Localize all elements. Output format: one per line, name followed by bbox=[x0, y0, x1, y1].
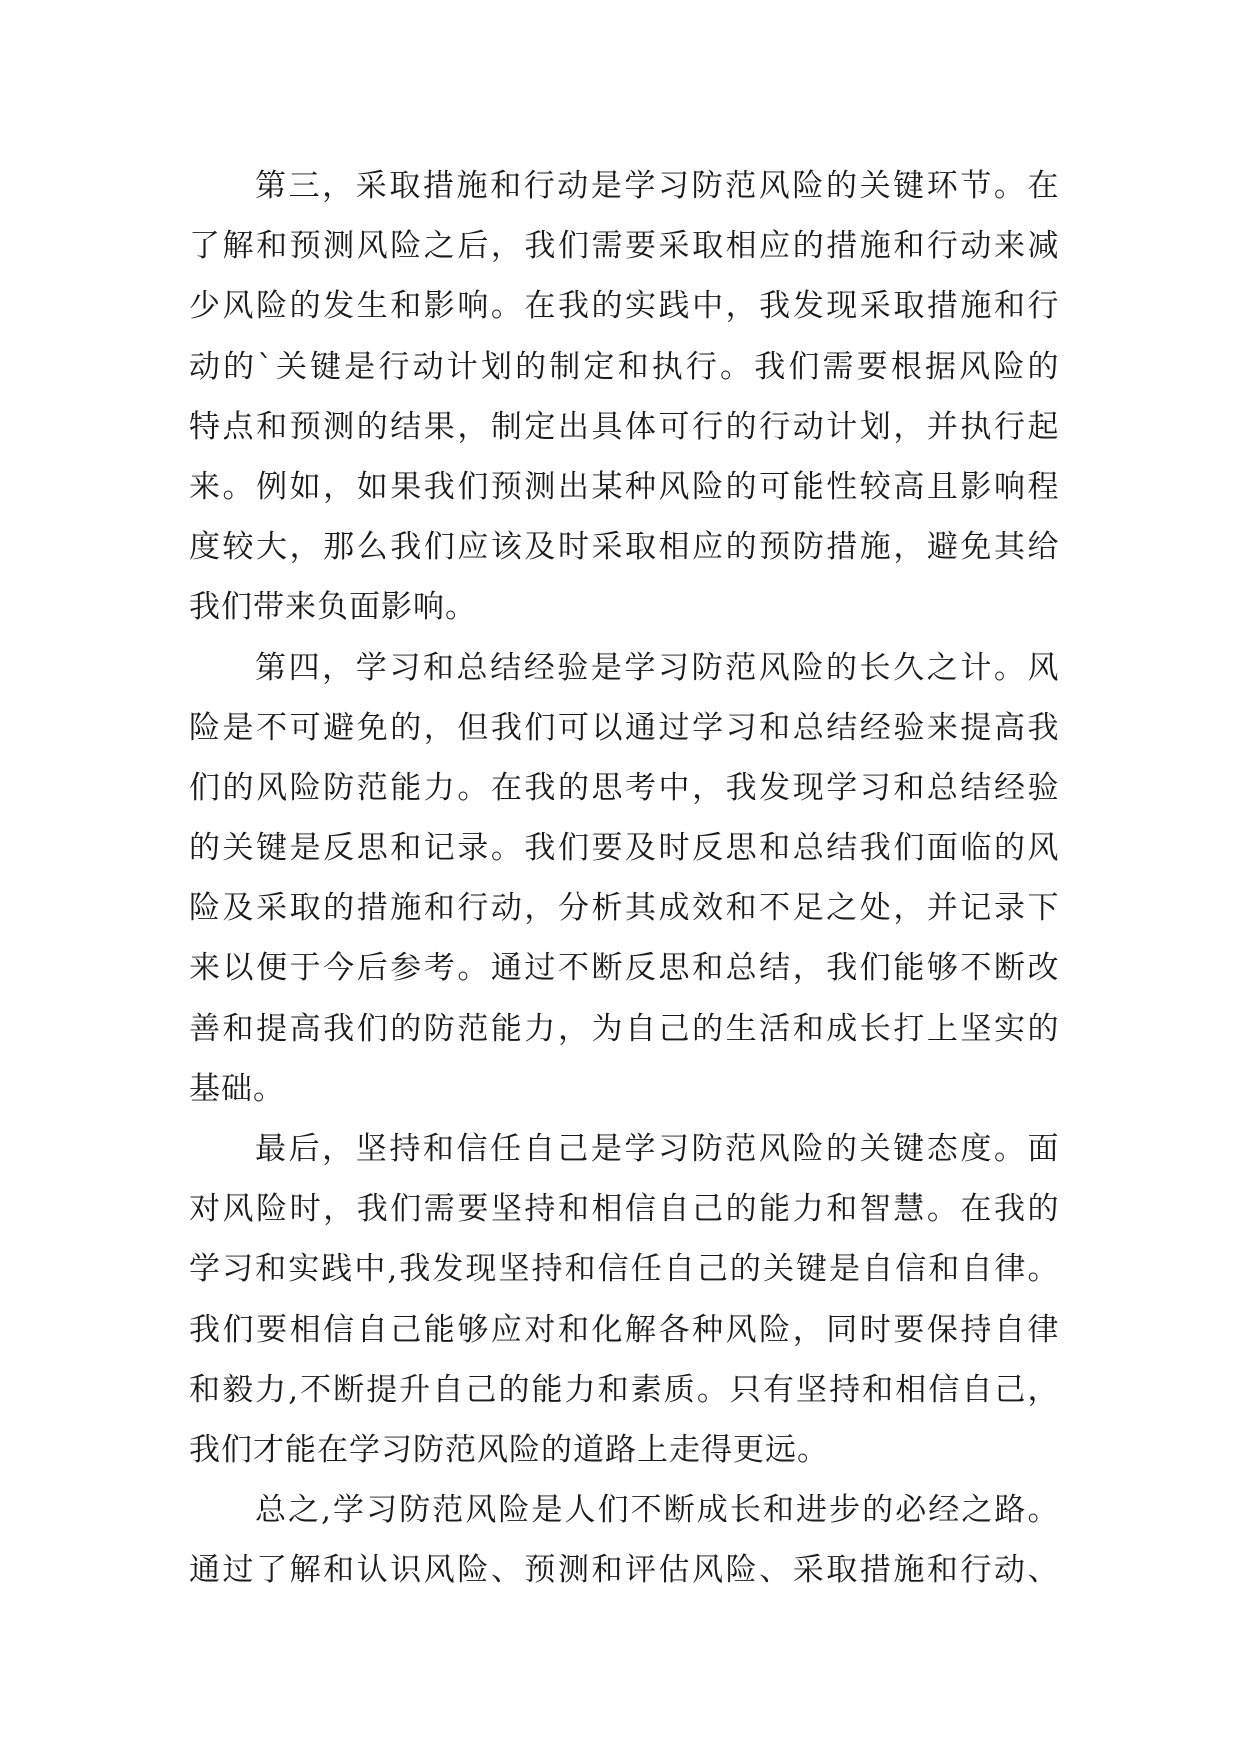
paragraph-line: 总之,学习防范风险是人们不断成长和进步的必经之路。 bbox=[255, 1492, 1059, 1529]
paragraph-line: 的关键是反思和记录。我们要及时反思和总结我们面临的风 bbox=[189, 830, 1059, 867]
paragraph-line: 来。例如，如果我们预测出某种风险的可能性较高且影响程 bbox=[189, 468, 1059, 505]
paragraph-line: 第三，采取措施和行动是学习防范风险的关键环节。在 bbox=[255, 168, 1059, 204]
document-body bbox=[189, 156, 1059, 1601]
paragraph-line: 基础。 bbox=[189, 1070, 285, 1107]
paragraph-line: 我们要相信自己能够应对和化解各种风险，同时要保持自律 bbox=[189, 1311, 1059, 1348]
paragraph-line: 了解和预测风险之后，我们需要采取相应的措施和行动来减 bbox=[189, 228, 1059, 265]
paragraph-line: 和毅力,不断提升自己的能力和素质。只有坚持和相信自己， bbox=[189, 1371, 1059, 1408]
paragraph-line: 少风险的发生和影响。在我的实践中，我发现采取措施和行 bbox=[189, 288, 1059, 325]
paragraph-line: 我们带来负面影响。 bbox=[189, 589, 477, 626]
paragraph-line: 度较大，那么我们应该及时采取相应的预防措施，避免其给 bbox=[189, 529, 1059, 566]
paragraph-line: 第四，学习和总结经验是学习防范风险的长久之计。风 bbox=[255, 649, 1059, 686]
paragraph-line: 最后，坚持和信任自己是学习防范风险的关键态度。面 bbox=[255, 1131, 1059, 1167]
paragraph-line: 学习和实践中,我发现坚持和信任自己的关键是自信和自律。 bbox=[189, 1251, 1059, 1288]
paragraph-line: 险是不可避免的，但我们可以通过学习和总结经验来提高我 bbox=[189, 709, 1059, 746]
paragraph-line: 特点和预测的结果，制定出具体可行的行动计划，并执行起 bbox=[189, 408, 1059, 445]
paragraph-line: 们的风险防范能力。在我的思考中，我发现学习和总结经验 bbox=[189, 769, 1059, 806]
paragraph-line: 动的`关键是行动计划的制定和执行。我们需要根据风险的 bbox=[189, 348, 1059, 385]
paragraph-line: 通过了解和认识风险、预测和评估风险、采取措施和行动、 bbox=[189, 1552, 1059, 1589]
paragraph-line: 险及采取的措施和行动，分析其成效和不足之处，并记录下 bbox=[189, 890, 1059, 927]
paragraph-line: 对风险时，我们需要坚持和相信自己的能力和智慧。在我的 bbox=[189, 1191, 1059, 1228]
paragraph-line: 我们才能在学习防范风险的道路上走得更远。 bbox=[189, 1431, 829, 1468]
paragraph-line: 来以便于今后参考。通过不断反思和总结，我们能够不断改 bbox=[189, 950, 1059, 987]
paragraph-line: 善和提高我们的防范能力，为自己的生活和成长打上坚实的 bbox=[189, 1010, 1059, 1047]
